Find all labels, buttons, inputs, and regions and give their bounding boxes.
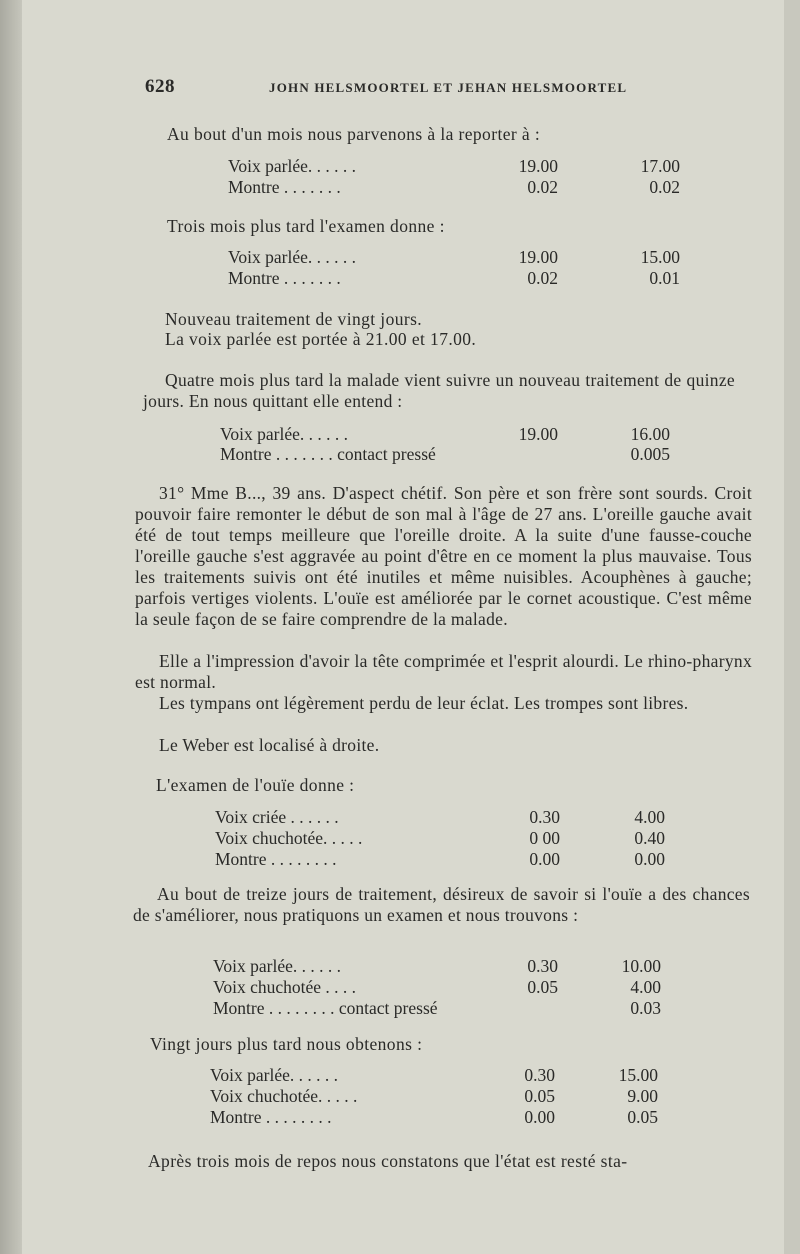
value-cell: 0.40 [634,828,665,848]
paragraph: Au bout de treize jours de traitement, désireux de savoir si l'ouïe a des chances de s'améliorer, nous pratiquons un examen et nous trouvons : [133,884,750,925]
row-label: Montre . . . . . . . [228,177,341,197]
value-cell: 19.00 [518,156,558,176]
intro-text: L'examen de l'ouïe donne : [156,775,355,795]
row-label: Voix chuchotée. . . . . [215,828,363,848]
row-label: Voix parlée. . . . . . [228,247,356,267]
table-row [210,1065,680,1087]
running-header [145,76,705,100]
value-cell: 0.03 [630,998,661,1018]
table-row [228,268,688,290]
page-edge-right [784,0,800,1254]
value-cell: 0.01 [649,268,680,288]
row-label: Voix criée . . . . . . [215,807,339,827]
row-label: Montre . . . . . . . [228,268,341,288]
value-cell: 0.30 [527,956,558,976]
running-head-authors: JOHN HELSMOORTEL ET JEHAN HELSMOORTEL [269,80,628,95]
row-label: Voix parlée. . . . . . [210,1065,338,1085]
paragraph: Les tympans ont légèrement perdu de leur éclat. Les trompes sont libres. [159,693,689,713]
table-row [210,1107,680,1129]
value-cell: 19.00 [518,424,558,444]
value-cell: 0.02 [527,177,558,197]
value-cell: 10.00 [621,956,661,976]
intro-text: Vingt jours plus tard nous obtenons : [150,1034,423,1054]
row-label: Voix parlée. . . . . . [228,156,356,176]
table-row [220,424,690,446]
text-line: La voix parlée est portée à 21.00 et 17.00. [165,329,477,349]
table-row [215,828,685,850]
value-cell: 19.00 [518,247,558,267]
table-row [213,956,683,978]
value-cell: 0.005 [630,444,670,464]
value-cell: 0.00 [529,849,560,869]
row-label: Voix chuchotée . . . . [213,977,357,997]
value-cell: 0.05 [627,1107,658,1127]
table-row [228,156,688,178]
row-label: Montre . . . . . . . . contact pressé [213,998,438,1018]
row-label: Voix parlée. . . . . . [220,424,348,444]
table-row [215,807,685,829]
table-row [213,998,683,1020]
value-cell: 0.00 [524,1107,555,1127]
value-cell: 0.00 [634,849,665,869]
row-label: Montre . . . . . . . . [215,849,337,869]
text-line: Nouveau traitement de vingt jours. [165,309,423,329]
value-cell: 0.02 [527,268,558,288]
value-cell: 15.00 [640,247,680,267]
table-row [215,849,685,871]
value-cell: 0.05 [524,1086,555,1106]
book-gutter-shadow [0,0,22,1254]
value-cell: 15.00 [618,1065,658,1085]
text-line: Après trois mois de repos nous constatons que l'état est resté sta- [148,1151,628,1171]
value-cell: 0.02 [649,177,680,197]
value-cell: 4.00 [630,977,661,997]
row-label: Voix chuchotée. . . . . [210,1086,358,1106]
value-cell: 17.00 [640,156,680,176]
value-cell: 9.00 [627,1086,658,1106]
paragraph: Quatre mois plus tard la malade vient suivre un nouveau traitement de quinze jours. En nous quittant elle entend : [143,370,735,411]
value-cell: 16.00 [630,424,670,444]
table-row [220,444,690,466]
intro-text: Trois mois plus tard l'examen donne : [167,216,445,236]
case-paragraph: 31° Mme B..., 39 ans. D'aspect chétif. Son père et son frère sont sourds. Croit pouvoir faire remonter le début de son mal à l'âge de 27 ans. L'oreille gauche avait été de tout temps meilleure que l'oreille droite. A la suite d'une fausse-couche l'oreille gauche s'est aggravée au point d'être en ce moment la plus mauvaise. Tous les traitements suivis ont été inutiles et même nuisibles. Acouphènes à gauche; parfois vertiges violents. L'ouïe est améliorée par le cornet acoustique. C'est même la seule façon de se faire comprendre de la malade. [135,483,752,629]
intro-text: Au bout d'un mois nous parvenons à la reporter à : [167,124,541,144]
row-label: Voix parlée. . . . . . [213,956,341,976]
table-row [213,977,683,999]
value-cell: 4.00 [634,807,665,827]
value-cell: 0.05 [527,977,558,997]
row-label: Montre . . . . . . . contact pressé [220,444,436,464]
page-number: 628 [145,76,175,97]
value-cell: 0.30 [524,1065,555,1085]
value-cell: 0 00 [529,828,560,848]
paragraph: Le Weber est localisé à droite. [159,735,380,755]
paragraph: Elle a l'impression d'avoir la tête comprimée et l'esprit alourdi. Le rhino-pharynx est normal. [135,651,752,692]
value-cell: 0.30 [529,807,560,827]
table-row [228,177,688,199]
row-label: Montre . . . . . . . . [210,1107,332,1127]
table-row [210,1086,680,1108]
table-row [228,247,688,269]
